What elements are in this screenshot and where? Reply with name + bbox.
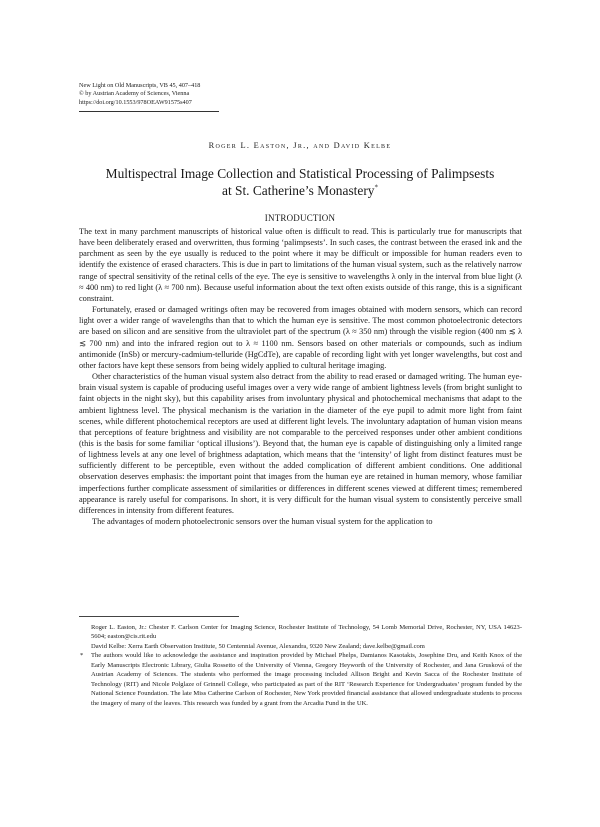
header-copyright: © by Austrian Academy of Sciences, Vienna	[79, 90, 190, 98]
body-paragraph: The text in many parchment manuscripts of historical value often is difficult to read. This is particularly true for manuscripts that have been deliberately erased and overwritten, thus forming ‘palimpsests’. In such cases, the contrast between the erased ink and the parchment as seen by the eye usually is reduced to the point where it may be difficult or impossible for human readers even to identify the existence of erased characters. This is due in part to limitations of the human visual system, such as the relatively narrow range of spectral sensitivity of the retinal cells of the eye. The eye is sensitive to wavelengths λ only in the interval from blue light (λ ≈ 400 nm) to red light (λ ≈ 700 nm). Because useful information about the text often exists outside of this range, this is a significant constraint.	[79, 227, 522, 303]
footnote-affiliation: Roger L. Easton, Jr.: Chester F. Carlson Center for Imaging Science, Rochester Institute of Technology, 54 Lomb Memorial Drive, Rochester, NY, USA 14623-5604; easton@cis.rit.edu	[91, 624, 522, 641]
body-paragraph: The advantages of modern photoelectronic sensors over the human visual system for the application to	[92, 517, 433, 527]
section-heading: INTRODUCTION	[264, 213, 336, 223]
title-line-2	[80, 182, 520, 199]
article-body	[79, 226, 522, 527]
body-paragraph: Fortunately, erased or damaged writings often may be recovered from images obtained with modern sensors, which can record light over a wider range of wavelengths than that to which the human eye is sensitive. The most common photoelectronic detectors are based on silicon and are sensitive from the ultraviolet part of the spectrum (λ ≈ 350 nm) through the visible region (400 nm ≲ λ ≲ 700 nm) and into the infrared region out to λ ≈ 1100 nm. Sensors based on other materials or compounds, such as indium antimonide (InSb) or mercury-cadmium-telluride (HgCdTe), are capable of recording light with yet longer wavelengths, but cost and other factors have kept these sensors from being widely applied to cultural heritage imaging.	[79, 305, 522, 370]
title-line-2-text: at St. Catherine’s Monastery	[222, 183, 375, 198]
footnote-divider	[79, 616, 239, 617]
body-paragraph: Other characteristics of the human visual system also detract from the ability to read erased or damaged writing. The human eye-brain visual system is capable of producing useful images over a very wide range of ambient lightness levels (from bright sunlight to faint objects in the night sky), but this capability arises from involuntary physical and photochemical mechanisms that adapt to the ambient lightness level. The physical mechanism is the variation in the diameter of the eye pupil to admit more light from faint scenes, while different photochemical receptors are used at different light levels. The involuntary adaptation of human vision means that perceptions of feature brightness and visibility are not comparable to the perceived responses under other ambient conditions (this is the basis for some familiar ‘optical illusions’). Beyond that, the human eye is capable of distinguishing only a limited range of lightness levels at any one level of brightness adaptation, which means that the ‘intensity’ of light from distinct features must be sufficiently different to be perceptible, even without the added complication of different ambient conditions. One additional observation deserves emphasis: the important point that images from the human eye are retained in human memory, whose familiar imperfections further complicate assessment of similarities or differences in different scenes viewed at different times; remembered appearance is rarely useful for comparisons. In short, it is very difficult for the human visual system to consistently perceive small differences in intensity from different features.	[79, 372, 522, 515]
header-divider	[79, 111, 219, 112]
footnotes	[79, 623, 522, 708]
footnote-mark: *	[80, 652, 84, 660]
header-doi-link[interactable]: https://doi.org/10.1553/978OEAW91575s407	[79, 98, 192, 106]
title-footnote-mark: *	[374, 183, 378, 192]
footnote-acknowledgment	[79, 651, 522, 708]
header-publication: New Light on Old Manuscripts, VB 45, 407–418	[79, 82, 201, 89]
footnote-affiliation: David Kelbe: Xerra Earth Observation Institute, 50 Centennial Avenue, Alexandra, 9320 New Zealand; dave.kelbe@gmail.com	[91, 642, 425, 650]
title-line-1: Multispectral Image Collection and Statistical Processing of Palimpsests	[105, 166, 495, 181]
author-line: Roger L. Easton, Jr., and David Kelbe	[208, 141, 392, 150]
article-title	[80, 165, 520, 199]
acknowledgment-text: The authors would like to acknowledge the assistance and inspiration provided by Michael Phelps, Damianos Kasotakis, Josephine Dru, and Keith Knox of the Early Manuscripts Electronic Library, Giulia Rossetto of the University of Vienna, Gregory Heyworth of the University of Rochester, and Jana Grusková of the Austrian Academy of Sciences. The students who performed the image processing included Allison Bright and Kevin Sacca of the Rochester Institute of Technology (RIT) and Nicole Polglaze of Grinnell College, who participated as part of the RIT ‘Research Experience for Undergraduates’ program funded by the National Science Foundation. The late Miss Catherine Carlson of Rochester, New York provided financial assistance that allowed undergraduate students to process the imagery of many of the leaves. This research was funded by a grant from the Arcadia Fund in the UK.	[91, 652, 522, 707]
running-header	[79, 82, 339, 107]
